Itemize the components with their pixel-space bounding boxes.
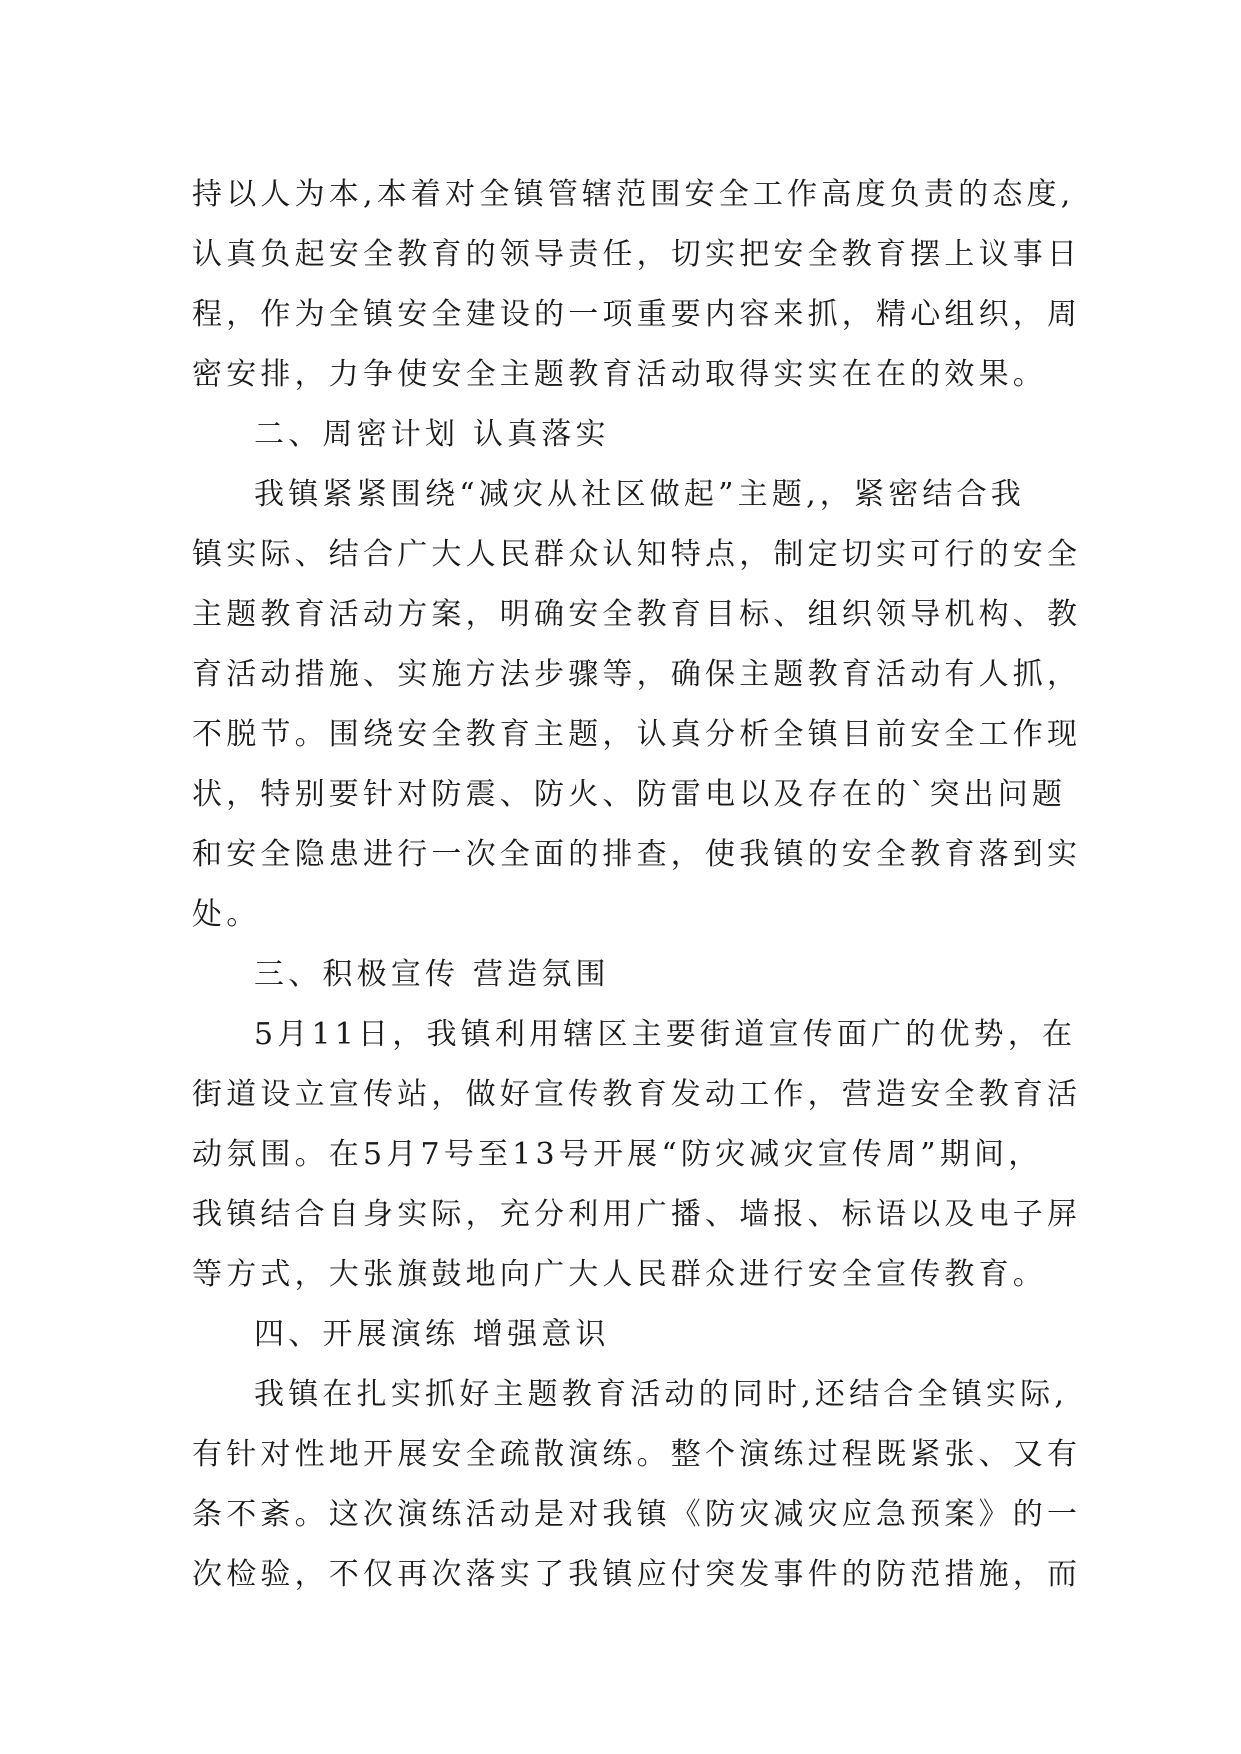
section-heading: 四、开展演练 增强意识 [254,1317,610,1352]
text-line: 我镇紧紧围绕“减灾从社区做起”主题,，紧密结合我 [254,477,1026,512]
section-heading: 二、周密计划 认真落实 [254,417,610,452]
text-line: 等方式，大张旗鼓地向广大人民群众进行安全宣传教育。 [192,1257,1047,1292]
text-line: 5月11日，我镇利用辖区主要街道宣传面广的优势，在 [254,1017,1077,1052]
text-line: 镇实际、结合广大人民群众认知特点，制定切实可行的安全 [192,537,1082,572]
text-line: 认真负起安全教育的领导责任，切实把安全教育摆上议事日 [192,237,1082,272]
section-heading: 三、积极宣传 营造氛围 [254,957,610,992]
text-line: 和安全隐患进行一次全面的排查，使我镇的安全教育落到实 [192,837,1082,872]
text-line: 我镇在扎实抓好主题教育活动的同时,还结合全镇实际, [254,1377,1069,1412]
text-line: 程，作为全镇安全建设的一项重要内容来抓，精心组织，周 [192,297,1082,332]
text-line: 处。 [192,897,261,932]
text-line: 育活动措施、实施方法步骤等，确保主题教育活动有人抓， [192,657,1082,692]
text-line: 不脱节。围绕安全教育主题，认真分析全镇目前安全工作现 [192,717,1082,752]
text-line: 条不紊。这次演练活动是对我镇《防灾减灾应急预案》的一 [192,1497,1082,1532]
text-line: 次检验，不仅再次落实了我镇应付突发事件的防范措施，而 [192,1557,1082,1592]
body-text [192,165,1082,1605]
text-line: 我镇结合自身实际，充分利用广播、墙报、标语以及电子屏 [192,1197,1082,1232]
text-line: 状，特别要针对防震、防火、防雷电以及存在的`突出问题 [192,777,1067,812]
text-line: 持以人为本,本着对全镇管辖范围安全工作高度负责的态度, [192,177,1075,212]
text-line: 主题教育活动方案，明确安全教育目标、组织领导机构、教 [192,597,1082,632]
text-line: 密安排，力争使安全主题教育活动取得实实在在的效果。 [192,357,1047,392]
text-line: 街道设立宣传站，做好宣传教育发动工作，营造安全教育活 [192,1077,1082,1112]
text-line: 有针对性地开展安全疏散演练。整个演练过程既紧张、又有 [192,1437,1082,1472]
text-line: 动氛围。在5月7号至13号开展“防灾减灾宣传周”期间， [192,1137,1043,1172]
